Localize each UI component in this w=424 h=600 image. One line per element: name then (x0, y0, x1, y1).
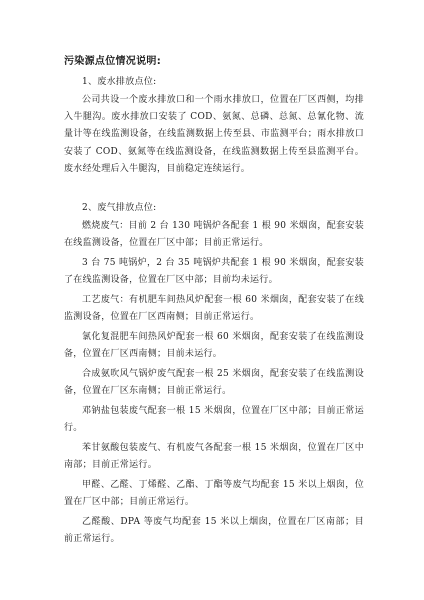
document-title: 污染源点位情况说明: (64, 56, 161, 67)
section-heading-wastewater: 1、废水排放点位: (82, 77, 157, 87)
paragraph-process-gas: 工艺废气：有机肥车间热风炉配套一根 60 米烟囱，配套安装了在线监测设备，位置在厂区西南侧；目前正常运行。 (64, 295, 364, 323)
paragraph-sodium-salt-packaging: 邓钠盐包装废气配套一根 15 米烟囱，位置在厂区中部；目前正常运行。 (64, 406, 364, 434)
paragraph-aldehyde-ester-gas: 甲醛、乙醛、丁烯醛、乙酯、丁酯等废气均配套 15 米以上烟囱，位置在厂区中部；目前正常运行。 (64, 480, 364, 508)
paragraph-glyoxylic-acid-gas: 乙醛酸、DPA 等废气均配套 15 米以上烟囱，位置在厂区南部；目前正常运行。 (64, 517, 364, 545)
paragraph-combustion-gas: 燃烧废气：目前 2 台 130 吨锅炉各配套 1 根 90 米烟囱，配套安装在线监测设备，位置在厂区中部；目前正常运行。 (64, 221, 364, 249)
paragraph-ammonia-boiler: 合成氨吹风气锅炉废气配套一根 25 米烟囱，配套安装了在线监测设备，位置在厂区东南侧；目前正常运行。 (64, 369, 364, 397)
paragraph-boilers: 3 台 75 吨锅炉，2 台 35 吨锅炉共配套 1 根 90 米烟囱，配套安装了在线监测设备，位置在厂区中部；目前均未运行。 (64, 258, 364, 286)
paragraph-phenylglycine-packaging: 苯甘氨酸包装废气、有机废气各配套一根 15 米烟囱，位置在厂区中南部；目前正常运行。 (64, 443, 364, 471)
paragraph-wastewater-outlets: 公司共设一个废水排放口和一个雨水排放口，位置在厂区西侧，均排入牛腿沟。废水排放口安装了 COD、氨氮、总磷、总氮、总氰化物、流量计等在线监测设备，在线监测数据上传至县、市监测平台；雨水排放口安装了 COD、氨氮等在线监测设备，在线监测数据上传至县监测平台。废水经处理后入牛腿沟，目前稳定连续运行。 (64, 95, 364, 174)
paragraph-chlorinated-fertilizer: 氯化复混肥车间热风炉配套一根 60 米烟囱，配套安装了在线监测设备，位置在厂区西南侧；目前未运行。 (64, 332, 364, 360)
section-heading-exhaust-gas: 2、废气排放点位: (82, 203, 157, 213)
